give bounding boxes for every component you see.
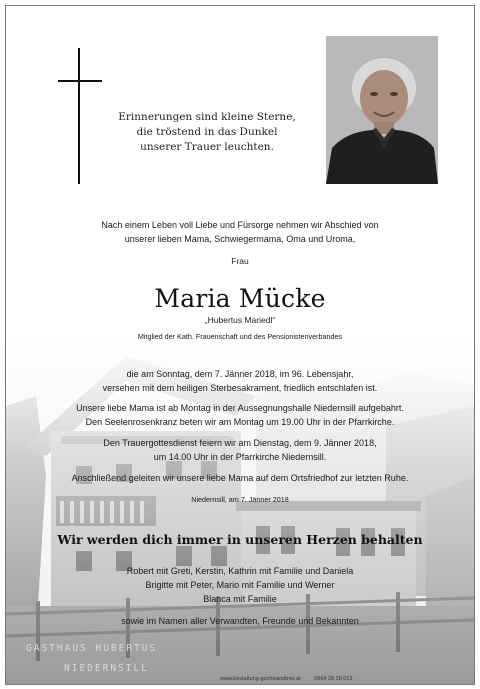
- death-notice-line: versehen mit dem heiligen Sterbesakrament, friedlich entschlafen ist.: [102, 383, 378, 393]
- wake-line: Den Seelenrosenkranz beten wir am Montag um 19.00 Uhr in der Pfarrkirche.: [85, 417, 395, 427]
- service-notice: [26, 436, 454, 464]
- death-notice-line: die am Sonntag, dem 7. Jänner 2018, im 96. Lebensjahr,: [126, 369, 354, 379]
- family-line: Brigitte mit Peter, Mario mit Familie und Werner: [145, 580, 335, 590]
- intro-line: unserer lieben Mama, Schwiegermama, Oma und Uroma,: [124, 234, 356, 244]
- family-signatures: [26, 564, 454, 606]
- family-line: Robert mit Greti, Kerstin, Kathrin mit Familie und Daniela: [126, 566, 354, 576]
- intro-text: [26, 218, 454, 246]
- house-sign-line: GASTHAUS HUBERTUS: [26, 643, 158, 654]
- memorial-quote: [114, 110, 300, 155]
- quote-line: Erinnerungen sind kleine Sterne,: [118, 111, 296, 123]
- footer-phone: 0664 28 28 013: [314, 676, 353, 682]
- place-date: Niedernsill, am 7. Jänner 2018: [191, 495, 289, 504]
- wake-line: Unsere liebe Mama ist ab Montag in der Aussegnungshalle Niedernsill aufgebahrt.: [76, 403, 404, 413]
- death-notice: [26, 367, 454, 395]
- quote-line: die tröstend in das Dunkel: [136, 126, 278, 138]
- portrait-photo: [326, 36, 438, 184]
- salutation: Frau: [231, 256, 249, 266]
- deceased-name: Maria Mücke: [154, 284, 326, 313]
- wake-notice: [26, 401, 454, 429]
- deceased-nickname: „Hubertus Mariedl“: [204, 315, 276, 325]
- membership-text: Mitglied der Kath. Frauenschaft und des Pensionistenverbandes: [137, 332, 343, 341]
- family-closing: sowie im Namen aller Verwandten, Freunde und Bekannten: [121, 616, 359, 626]
- footer-website: www.bestattung-gschwandtner.at: [220, 676, 301, 682]
- service-line: um 14.00 Uhr in der Pfarrkirche Niedernsill.: [153, 452, 327, 462]
- family-line: Blanca mit Familie: [203, 594, 277, 604]
- quote-line: unserer Trauer leuchten.: [140, 141, 274, 153]
- footer: [220, 676, 470, 682]
- cross-icon: [58, 48, 102, 184]
- service-line: Den Trauergottesdienst feiern wir am Dienstag, dem 9. Jänner 2018,: [103, 438, 377, 448]
- motto: Wir werden dich immer in unseren Herzen behalten: [57, 532, 423, 547]
- burial-notice: Anschließend geleiten wir unsere liebe Mama auf dem Ortsfriedhof zur letzten Ruhe.: [71, 473, 409, 483]
- house-sign-line: NIEDERNSILL: [64, 663, 149, 674]
- obituary-frame: [5, 5, 475, 685]
- intro-line: Nach einem Leben voll Liebe und Fürsorge nehmen wir Abschied von: [101, 220, 379, 230]
